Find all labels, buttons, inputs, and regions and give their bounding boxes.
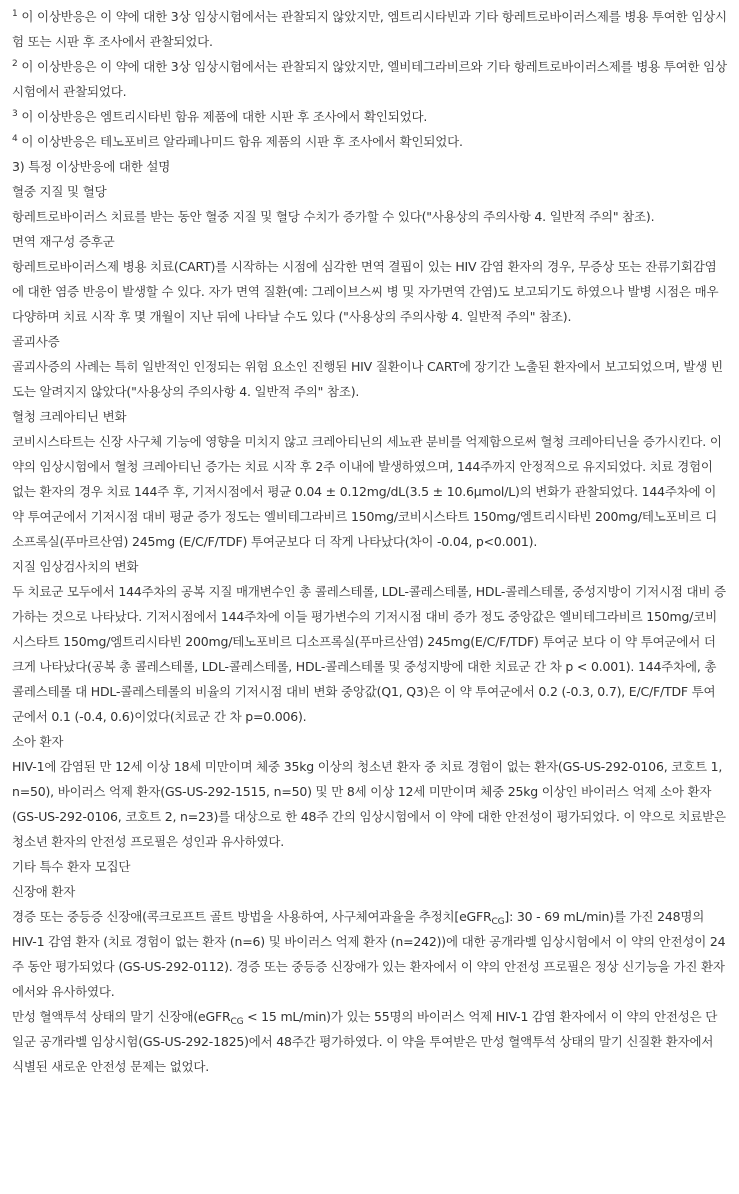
subscript: CG <box>230 1017 244 1027</box>
heading-pediatric: 소아 환자 <box>12 734 64 749</box>
footnote-3 <box>12 104 727 129</box>
paragraph-lipid-glucose: 항레트로바이러스 치료를 받는 동안 혈중 지질 및 혈당 수치가 증가할 수 있다("사용상의 주의사항 4. 일반적 주의" 참조). <box>12 209 655 224</box>
heading-special-populations: 기타 특수 환자 모집단 <box>12 859 131 874</box>
heading-lipid-glucose: 혈중 지질 및 혈당 <box>12 184 107 199</box>
paragraph-renal-mild-moderate <box>12 904 727 1004</box>
subscript: CG <box>491 917 505 927</box>
footnote-marker: 3 <box>12 109 18 119</box>
paragraph-pediatric: HIV-1에 감염된 만 12세 이상 18세 미만이며 체중 35kg 이상의 청소년 환자 중 치료 경험이 없는 환자(GS-US-292-0106, 코호트 1, n=50), 바이러스 억제 환자(GS-US-292-1515, n=50) 및 만 8세 이상 12세 미만이며 체중 25kg 이상인 바이러스 억제 소아 환자(GS-US-292-0106, 코호트 2, n=23)를 대상으로 한 48주 간의 임상시험에서 이 약에 대한 안전성이 평가되었다. 이 약으로 치료받은 청소년 환자의 안전성 프로필은 성인과 유사하였다. <box>12 759 726 849</box>
footnote-marker: 4 <box>12 134 18 144</box>
heading-immune-reconstitution: 면역 재구성 증후군 <box>12 234 115 249</box>
heading-serum-creatinine: 혈청 크레아티닌 변화 <box>12 409 127 424</box>
footnote-marker: 2 <box>12 59 18 69</box>
footnote-text: 이 이상반응은 엠트리시타빈 함유 제품에 대한 시판 후 조사에서 확인되었다. <box>21 109 428 124</box>
text-segment: ]: 30 - 69 mL/min)를 가진 248명의 HIV-1 감염 환자 (치료 경험이 없는 환자 (n=6) 및 바이러스 억제 환자 (n=242))에 대한 공개라벨 임상시험에서 이 약의 안전성이 24주 동안 평가되었다 (GS-US-292-0112). 경증 또는 중등증 신장애가 있는 환자에서 이 약의 안전성 프로필은 정상 신기능을 가진 환자에서와 유사하였다. <box>12 909 726 999</box>
heading-lipid-lab-changes: 지질 임상검사치의 변화 <box>12 559 139 574</box>
paragraph-renal-esrd <box>12 1004 727 1079</box>
paragraph-serum-creatinine: 코비시스타트는 신장 사구체 기능에 영향을 미치지 않고 크레아티닌의 세뇨관 분비를 억제함으로써 혈청 크레아티닌을 증가시킨다. 이 약의 임상시험에서 혈청 크레아티닌 증가는 치료 시작 후 2주 이내에 발생하였으며, 144주까지 안정적으로 유지되었다. 치료 경험이 없는 환자의 경우 치료 144주 후, 기저시점에서 평균 0.04 ± 0.12mg/dL(3.5 ± 10.6μmol/L)의 변화가 관찰되었다. 144주차에 이 약 투여군에서 기저시점 대비 평균 증가 정도는 엘비테그라비르 150mg/코비시스타트 150mg/엠트리시타빈 200mg/테노포비르 디소프록실(푸마르산염) 245mg (E/C/F/TDF) 투여군보다 더 작게 나타났다(차이 -0.04, p<0.001). <box>12 434 722 549</box>
paragraph-osteonecrosis: 골괴사증의 사례는 특히 일반적인 인정되는 위험 요소인 진행된 HIV 질환이나 CART에 장기간 노출된 환자에서 보고되었으며, 발생 빈도는 알려지지 않았다("사용상의 주의사항 4. 일반적 주의" 참조). <box>12 359 723 399</box>
footnote-marker: 1 <box>12 9 18 19</box>
text-segment: 경증 또는 중등증 신장애(콕크로프트 골트 방법을 사용하여, 사구체여과율을 추정치[eGFR <box>12 909 492 924</box>
footnote-2 <box>12 54 727 104</box>
footnote-text: 이 이상반응은 테노포비르 알라페나미드 함유 제품의 시판 후 조사에서 확인되었다. <box>21 134 463 149</box>
footnote-text: 이 이상반응은 이 약에 대한 3상 임상시험에서는 관찰되지 않았지만, 엠트리시타빈과 기타 항레트로바이러스제를 병용 투여한 임상시험 또는 시판 후 조사에서 관찰되었다. <box>12 9 727 49</box>
footnote-1 <box>12 4 727 54</box>
heading-osteonecrosis: 골괴사증 <box>12 334 60 349</box>
paragraph-lipid-lab-changes: 두 치료군 모두에서 144주차의 공복 지질 매개변수인 총 콜레스테롤, LDL-콜레스테롤, HDL-콜레스테롤, 중성지방이 기저시점 대비 증가하는 것으로 나타났다. 기저시점에서 144주차에 이들 평가변수의 기저시점 대비 증가 정도 중앙값은 엘비테그라비르 150mg/코비시스타트 150mg/엠트리시타빈 200mg/테노포비르 디소프록실(푸마르산염) 245mg(E/C/F/TDF) 투여군 보다 이 약 투여군에서 더 크게 나타났다(공복 총 콜레스테롤, LDL-콜레스테롤, HDL-콜레스테롤 및 중성지방에 대한 치료군 간 차 p < 0.001). 144주차에, 총 콜레스테롤 대 HDL-콜레스테롤의 비율의 기저시점 대비 변화 중앙값(Q1, Q3)은 이 약 투여군에서 0.2 (-0.3, 0.7), E/C/F/TDF 투여군에서 0.1 (-0.4, 0.6)이었다(치료군 간 차 p=0.006). <box>12 584 726 724</box>
footnote-text: 이 이상반응은 이 약에 대한 3상 임상시험에서는 관찰되지 않았지만, 엘비테그라비르와 기타 항레트로바이러스제를 병용 투여한 임상시험에서 관찰되었다. <box>12 59 727 99</box>
text-segment: < 15 mL/min)가 있는 55명의 바이러스 억제 HIV-1 감염 환자에서 이 약의 안전성은 단일군 공개라벨 임상시험(GS-US-292-1825)에서 48주간 평가하였다. 이 약을 투여받은 만성 혈액투석 상태의 말기 신질환 환자에서 식별된 새로운 안전성 문제는 없었다. <box>12 1009 718 1074</box>
paragraph-immune-reconstitution: 항레트로바이러스제 병용 치료(CART)를 시작하는 시점에 심각한 면역 결핍이 있는 HIV 감염 환자의 경우, 무증상 또는 잔류기회감염에 대한 염증 반응이 발생할 수 있다. 자가 면역 질환(예: 그레이브스씨 병 및 자가면역 간염)도 보고되기도 하였으나 발병 시점은 매우 다양하며 치료 시작 후 몇 개월이 지난 뒤에 나타날 수도 있다 ("사용상의 주의사항 4. 일반적 주의" 참조). <box>12 259 719 324</box>
text-segment: 만성 혈액투석 상태의 말기 신장애(eGFR <box>12 1009 231 1024</box>
heading-renal-impairment: 신장애 환자 <box>12 884 76 899</box>
footnote-4 <box>12 129 727 154</box>
section-title: 3) 특정 이상반응에 대한 설명 <box>12 159 171 174</box>
